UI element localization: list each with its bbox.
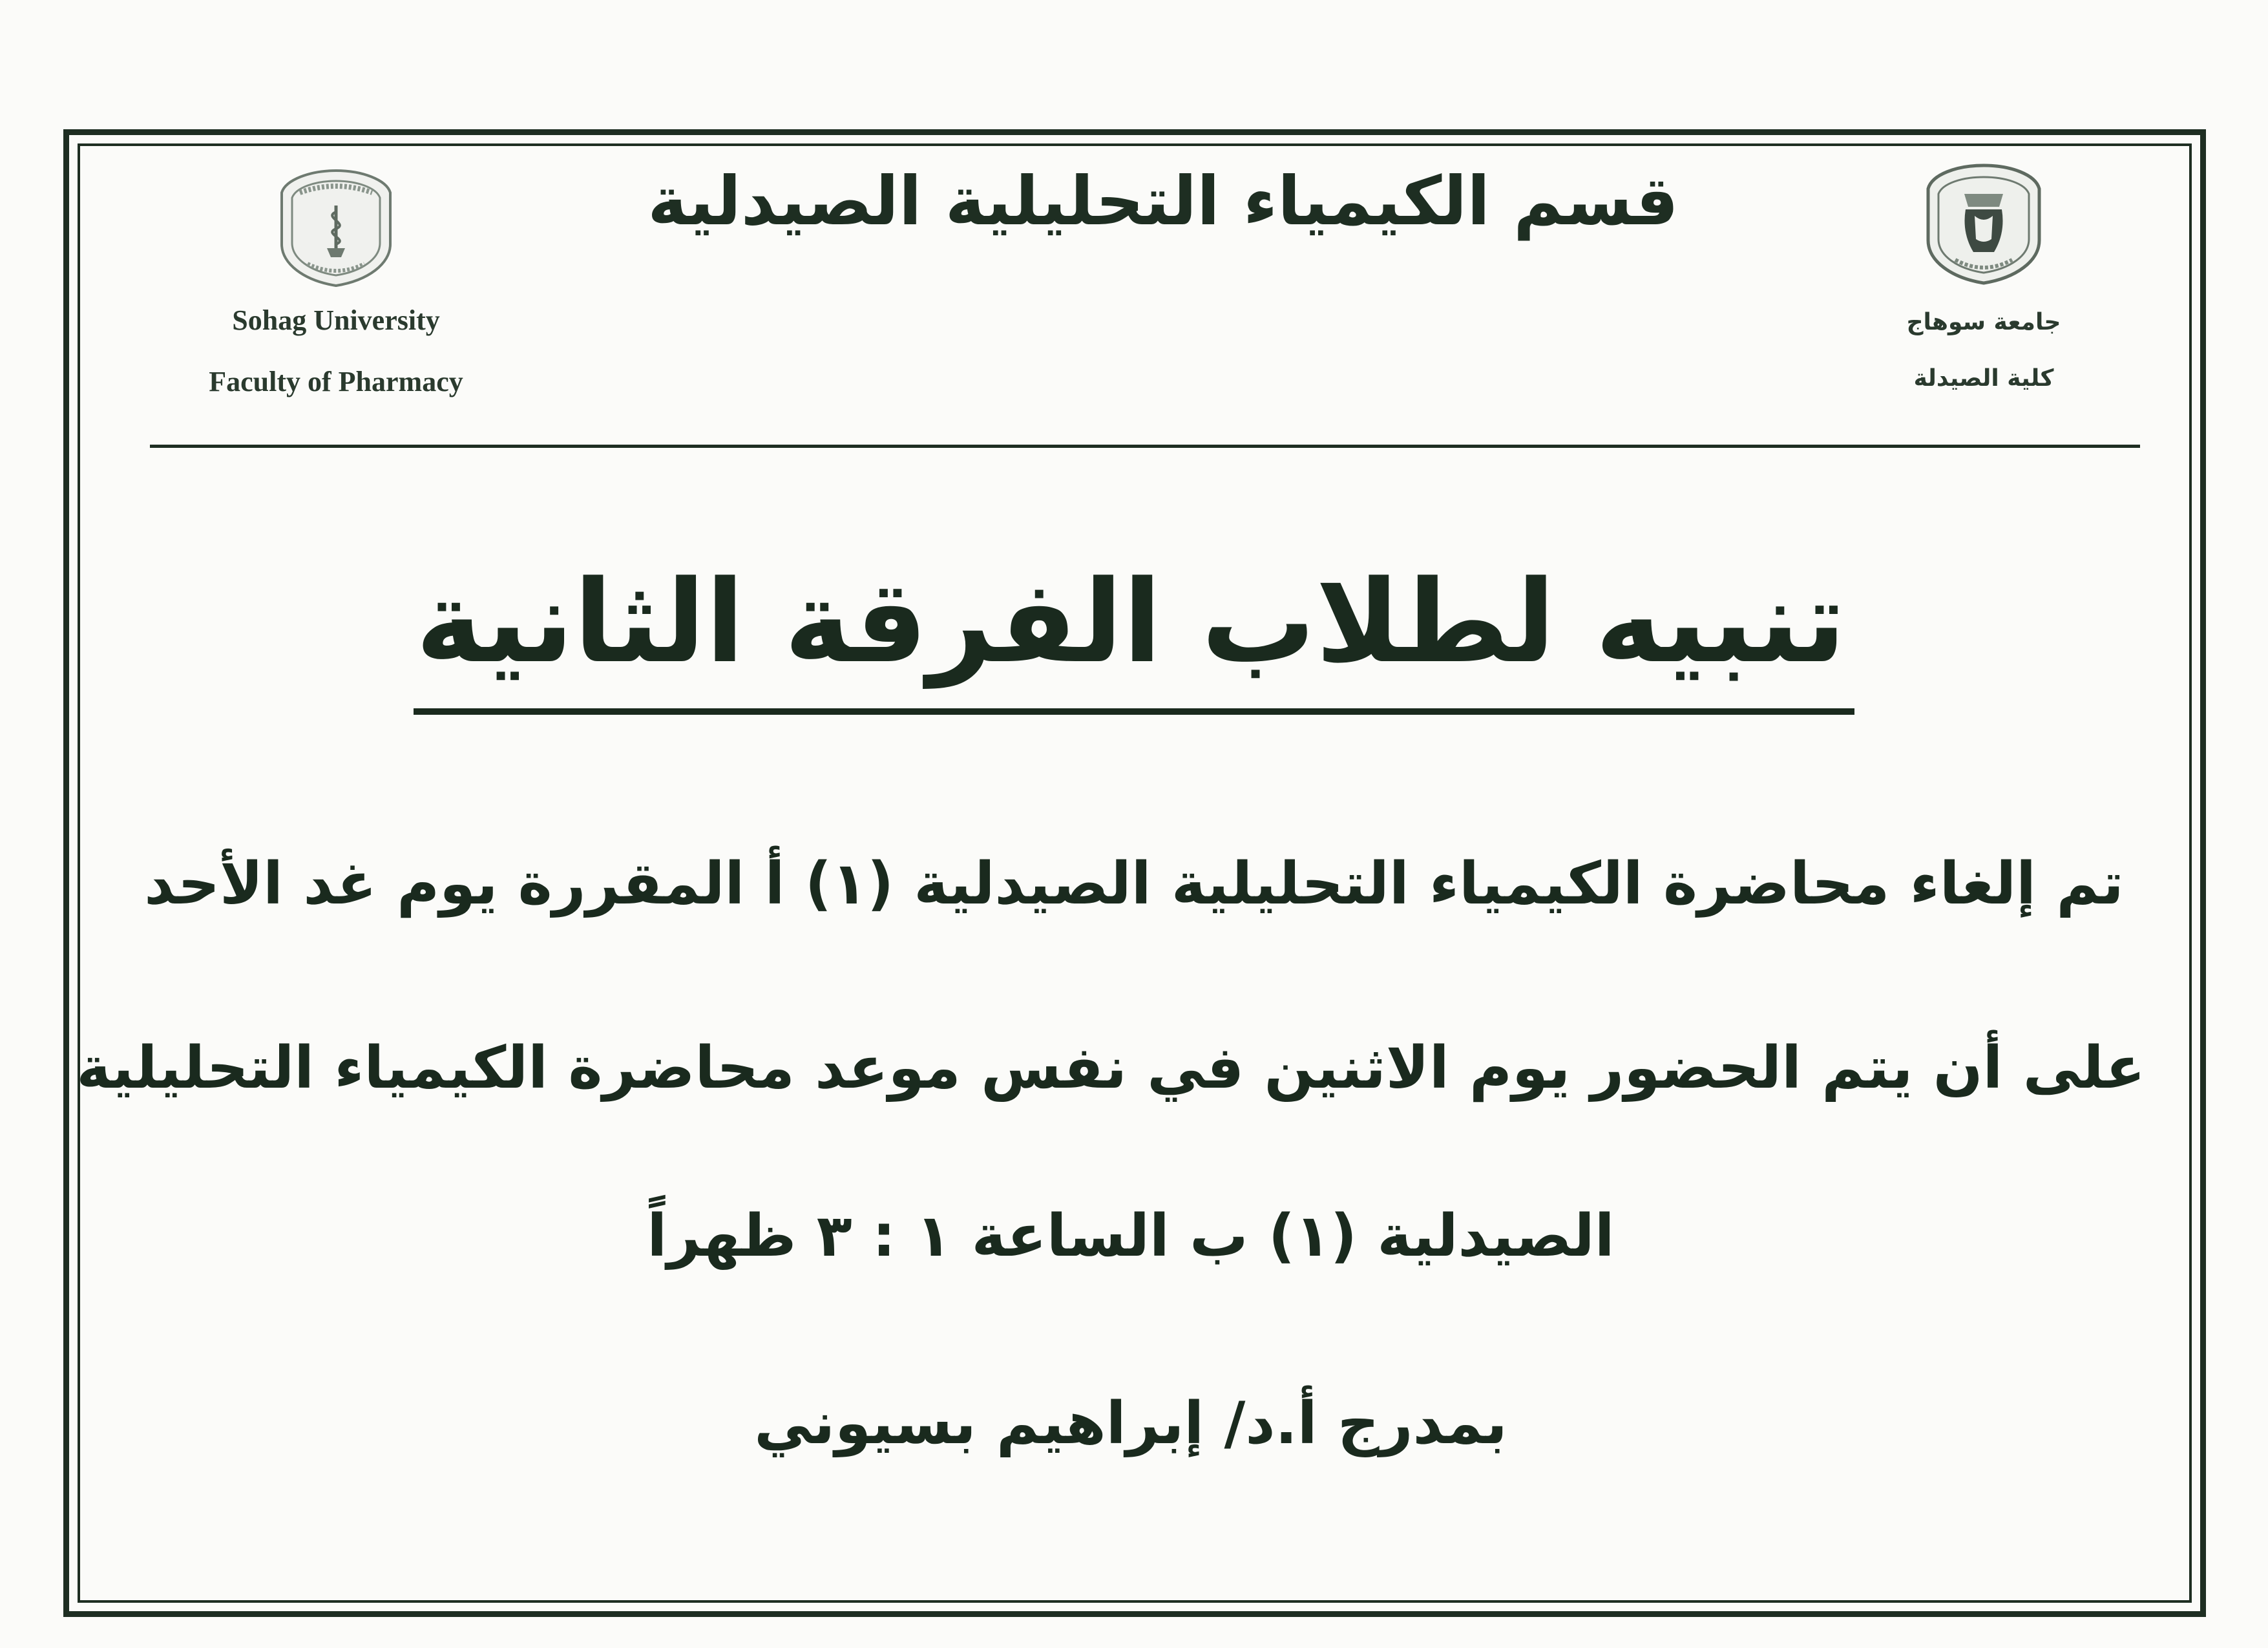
faculty-name-arabic: كلية الصيدلة	[1913, 365, 2054, 392]
notice-title-underline	[414, 708, 1854, 715]
university-name-arabic: جامعة سوهاج	[1906, 309, 2061, 335]
notice-line-1: تم إلغاء محاضرة الكيمياء التحليلية الصيدلية (١) أ المقررة يوم غد الأحد	[144, 850, 2124, 918]
sohag-university-logo	[1919, 162, 2048, 288]
notice-title: تنبيه لطلاب الفرقة الثانية	[415, 556, 1846, 688]
notice-line-2: على أن يتم الحضور يوم الاثنين في نفس موعد محاضرة الكيمياء التحليلية	[76, 1034, 2145, 1102]
university-name-english: Sohag University	[232, 304, 440, 336]
notice-line-3: الصيدلية (١) ب الساعة ١ : ٣ ظهراً	[647, 1202, 1615, 1270]
header-divider	[150, 445, 2140, 448]
department-title: قسم الكيمياء التحليلية الصيدلية	[647, 162, 1679, 240]
faculty-name-english: Faculty of Pharmacy	[209, 366, 463, 397]
notice-line-4: بمدرج أ.د/ إبراهيم بسيوني	[754, 1389, 1507, 1457]
faculty-pharmacy-logo	[271, 167, 401, 290]
